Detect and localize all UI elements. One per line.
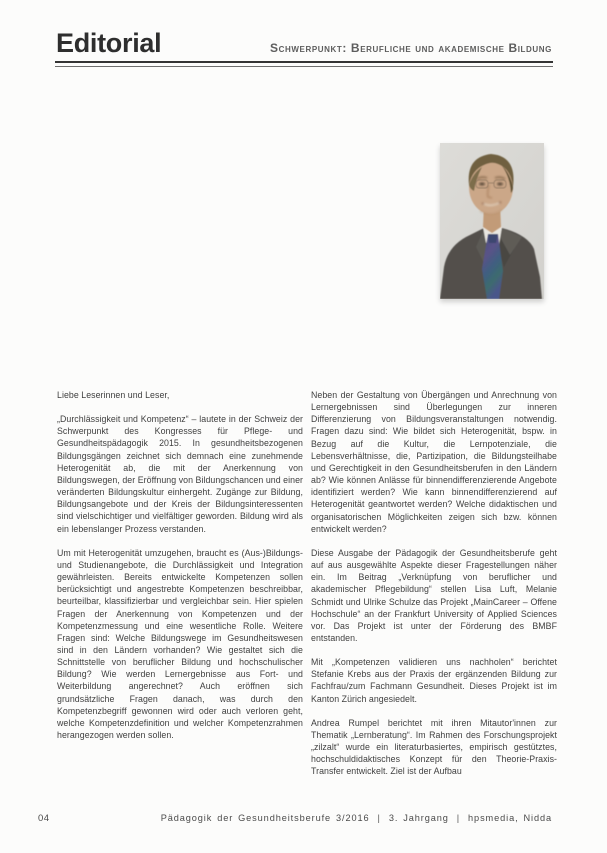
right-text-column — [311, 389, 557, 790]
footer-journal-line — [161, 813, 552, 823]
issue-topic-heading: Schwerpunkt: Berufliche und akademische Bildung — [270, 41, 552, 55]
page-number: 04 — [38, 813, 50, 824]
paragraph: „Durchlässigkeit und Kompetenz“ – lautete in der Schweiz der Schwerpunkt des Kongresses für Pflege- und Gesundheitspädagogik 2015. In gesundheitsbezogenen Bildungsgängen zeichnet sich demnach eine zunehmende Heterogenität ab, die mit der Anerkennung von Bildungswegen, der Eröffnung von Bildungschancen und einer veränderten Bildungskultur einhergeht. Zugänge zur Bildung, Bildungsangebote und der Kreis der Bildungsinteressenten sind vielschichtiger und vielfältiger geworden. Bildung wird als ein lebenslanger Prozess verstanden. — [57, 414, 303, 534]
paragraph: Mit „Kompetenzen validieren uns nachholen“ berichtet Stefanie Krebs aus der Praxis der ergänzenden Bildung zur Fachfrau/zum Fachmann Gesundheit. Dieses Projekt ist im Kanton Zürich angesiedelt. — [311, 657, 557, 704]
portrait-illustration — [440, 143, 544, 299]
footer-separator: | — [377, 813, 381, 823]
page-title: Editorial — [56, 28, 162, 58]
paragraph: Um mit Heterogenität umzugehen, braucht es (Aus-)Bildungs- und Studienangebote, die Durchlässigkeit und Integration gewährleisten. Bereits entwickelte Kompetenzen sollen berücksichtigt und angestrebte Kompetenzen beschreibbar, beurteilbar, klassifizierbar und vergleichbar sein. Hier spielen Fragen der Anerkennung von Kompetenzen und der Kompetenzmessung und eine wesentliche Rolle. Weitere Fragen sind: Welche Bildungswege im Gesundheitswesen sind in den Ländern vorhanden? Wie gestaltet sich die Schnittstelle von beruflicher Bildung und hochschulischer Bildung? Wie werden Lernergebnisse aus Fort- und Weiterbildung angerechnet? Auch eröffnen sich grundsätzliche Fragen danach, was durch den Kompetenzbegriff gewonnen wird oder auch verloren geht, welche Kompetenzdefinition und welcher Kompetenzrahmen herangezogen werden sollen. — [57, 547, 303, 741]
footer-separator: | — [456, 813, 461, 823]
salutation: Liebe Leserinnen und Leser, — [57, 390, 170, 400]
editor-portrait-photo — [440, 143, 544, 299]
header-divider-rule — [55, 61, 553, 67]
paragraph: Neben der Gestaltung von Übergängen und Anrechnung von Lernergebnissen sind Überlegungen zur inneren Differenzierung von Bildungsveranstaltungen notwendig. Fragen dazu sind: Wie bildet sich Heterogenität, bspw. in Bezug auf die Kultur, die Lernpotenziale, die Lebensverhältnisse, die, Partizipation, die Bildungsteilhabe und Gerechtigkeit in den Gesundheitsberufen in den Ländern ab? Wie können Anlässe für binnendifferenzierende Angebote identifiziert werden? Wie kann binnendifferenzierend auf Heterogenität geantwortet werden? Welche didaktischen und organisatorischen Möglichkeiten zeigen sich bzw. können entwickelt werden? — [311, 390, 557, 534]
journal-volume: 3. Jahrgang — [388, 813, 449, 823]
publisher: hpsmedia, Nidda — [468, 813, 552, 823]
paragraph: Andrea Rumpel berichtet mit ihren Mitautor'innen zur Thematik „Lernberatung“. Im Rahmen des Forschungsprojekt „zilzalt“ wurde ein literaturbasiertes, empirisch gestütztes, hochschuldidaktisches Konzept für den Theorie-Praxis-Transfer entwickelt. Ziel ist der Aufbau — [311, 717, 557, 777]
left-text-column — [57, 389, 303, 753]
journal-title: Pädagogik der Gesundheitsberufe 3/2016 — [160, 813, 370, 823]
paragraph: Diese Ausgabe der Pädagogik der Gesundheitsberufe geht auf aus ausgewählte Aspekte dieser Fragestellungen näher ein. Im Beitrag „Verknüpfung von beruflicher und akademischer Pflegebildung“ stellen Lisa Luft, Melanie Schmidt und Ulrike Schulze das Projekt „MainCareer – Offene Hochschule“ an der Frankfurt University of Applied Sciences vor. Das Projekt ist unter der Förderung des BMBF entstanden. — [311, 547, 557, 643]
